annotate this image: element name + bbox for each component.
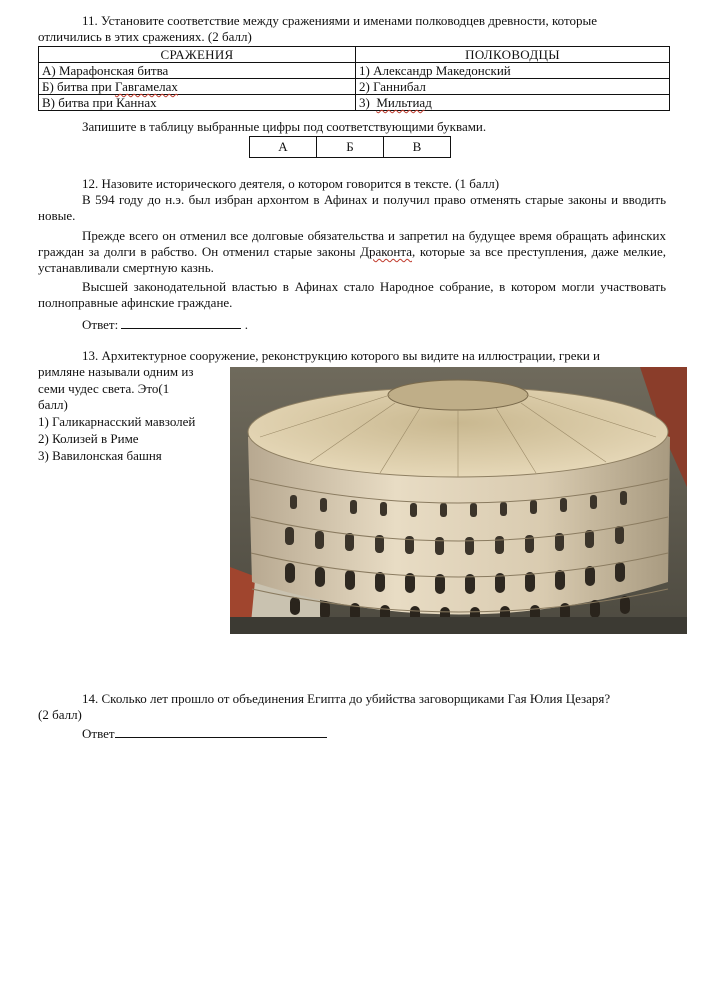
table-row (39, 63, 670, 79)
q13-option-3: 3) Вавилонская башня (38, 448, 162, 463)
battle-b (39, 79, 356, 95)
table-row (39, 95, 670, 111)
q12-answer-blank[interactable] (121, 315, 241, 329)
q11-title-line2: отличились в этих сражениях. (2 балл) (38, 29, 252, 44)
q11-match-table (38, 46, 670, 111)
arena-opening (388, 380, 528, 410)
answer-letter-b: Б (317, 137, 384, 158)
q12-answer-label: Ответ: (82, 317, 119, 332)
q14-title-line2: (2 балл) (38, 707, 82, 722)
battle-c: В) битва при Каннах (39, 95, 356, 111)
header-commanders: ПОЛКОВОДЦЫ (356, 47, 670, 63)
q12-answer-end: . (244, 317, 248, 332)
commander-3-prefix: 3) (359, 95, 377, 110)
q12-title: 12. Назовите исторического деятеля, о котором говорится в тексте. (1 балл) (82, 176, 500, 191)
battle-b-place: Гавгамелах (114, 79, 178, 94)
table-row (39, 79, 670, 95)
answer-letter-c: В (384, 137, 451, 158)
q13-option-2: 2) Колизей в Риме (38, 431, 139, 446)
header-battles: СРАЖЕНИЯ (39, 47, 356, 63)
q13-option-1: 1) Галикарнасский мавзолей (38, 414, 196, 429)
commander-3 (356, 95, 670, 111)
q12-answer-line (82, 315, 248, 333)
q13-title-line2: римляне называли одним из (38, 364, 194, 379)
q14-title-line1: 14. Сколько лет прошло от объединения Египта до убийства заговорщиками Гая Юлия Цезаря? (82, 691, 611, 706)
q12-p2-after: , которые за все преступления, даже мелкие, устанавливали смертную казнь. (38, 244, 666, 275)
q11-answer-table (249, 136, 451, 158)
q13-title-line4: балл) (38, 397, 68, 412)
q12-paragraph-3: Высшей законодательной властью в Афинах стало Народное собрание, в котором могли участвовать полноправные афинские граждане. (38, 279, 666, 310)
q12-p2-before: Прежде всего он отменил все долговые обязательства и запретил на будущее время обращать афинских граждан за долги в рабство. Он отменил старые законы (38, 228, 666, 259)
commander-2: 2) Ганнибал (356, 79, 670, 95)
q13-title-line1: 13. Архитектурное сооружение, реконструкцию которого вы видите на иллюстрации, греки и (82, 348, 600, 363)
q12-paragraph-2 (38, 228, 666, 276)
battle-b-prefix: Б) битва при (42, 79, 115, 94)
colosseum-illustration (230, 367, 687, 634)
q11-title-line1: 11. Установите соответствие между сражениями и именами полководцев древности, которые (82, 13, 597, 28)
q14-answer-line (82, 724, 327, 742)
q14-answer-label: Ответ (82, 726, 115, 741)
battle-a: А) Марафонская битва (39, 63, 356, 79)
ground (230, 617, 687, 634)
q12-paragraph-1: В 594 году до н.э. был избран архонтом в Афинах и получил право отменять старые законы и вводить новые. (38, 192, 666, 223)
q12-p2-draco: Драконта (360, 244, 413, 259)
commander-3-name: Мильтиад (376, 95, 432, 110)
q14-answer-blank[interactable] (115, 724, 327, 738)
q11-instruction: Запишите в таблицу выбранные цифры под соответствующими буквами. (82, 119, 487, 134)
q13-title-line3: семи чудес света. Это(1 (38, 381, 170, 396)
answer-letter-a: А (250, 137, 317, 158)
commander-1: 1) Александр Македонский (356, 63, 670, 79)
